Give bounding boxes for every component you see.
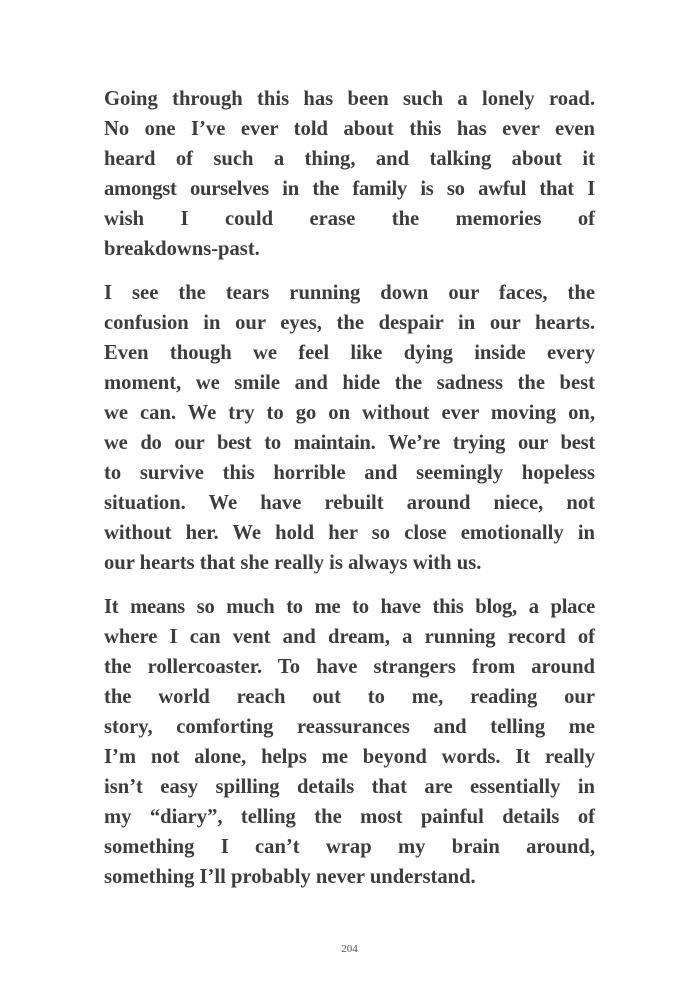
text-line: It means so much to me to have this blog, a place <box>104 596 595 618</box>
text-line: situation. We have rebuilt around niece, not <box>104 492 595 514</box>
text-line: Going through this has been such a lonely road. <box>104 88 595 110</box>
text-line: confusion in our eyes, the despair in our hearts. <box>104 312 595 334</box>
text-line: without her. We hold her so close emotionally in <box>104 522 595 544</box>
text-line: wish I could erase the memories of <box>104 208 595 230</box>
text-line: heard of such a thing, and talking about it <box>104 148 595 170</box>
text-line: breakdowns-past. <box>104 238 260 260</box>
text-line: isn’t easy spilling details that are essentially in <box>104 776 595 798</box>
text-line: something I can’t wrap my brain around, <box>104 836 595 858</box>
paragraph-2 <box>104 278 595 578</box>
paragraph-1 <box>104 84 595 264</box>
text-line: where I can vent and dream, a running record of <box>104 626 595 648</box>
text-line: amongst ourselves in the family is so awful that I <box>104 178 595 200</box>
text-line: the world reach out to me, reading our <box>104 686 595 708</box>
text-line: Even though we feel like dying inside every <box>104 342 595 364</box>
paragraph-3 <box>104 592 595 892</box>
text-line: the rollercoaster. To have strangers from around <box>104 656 595 678</box>
text-line: I’m not alone, helps me beyond words. It really <box>104 746 595 768</box>
text-line: moment, we smile and hide the sadness the best <box>104 372 595 394</box>
page-body <box>104 84 595 906</box>
text-line: I see the tears running down our faces, the <box>104 282 595 304</box>
text-line: story, comforting reassurances and telling me <box>104 716 595 738</box>
page-number: 204 <box>341 943 358 955</box>
text-line: we can. We try to go on without ever moving on, <box>104 402 595 424</box>
text-line: No one I’ve ever told about this has ever even <box>104 118 595 140</box>
text-line: we do our best to maintain. We’re trying our best <box>104 432 595 454</box>
text-line: our hearts that she really is always with us. <box>104 552 482 574</box>
text-line: something I’ll probably never understand. <box>104 866 476 888</box>
text-line: my “diary”, telling the most painful details of <box>104 806 595 828</box>
text-line: to survive this horrible and seemingly hopeless <box>104 462 595 484</box>
